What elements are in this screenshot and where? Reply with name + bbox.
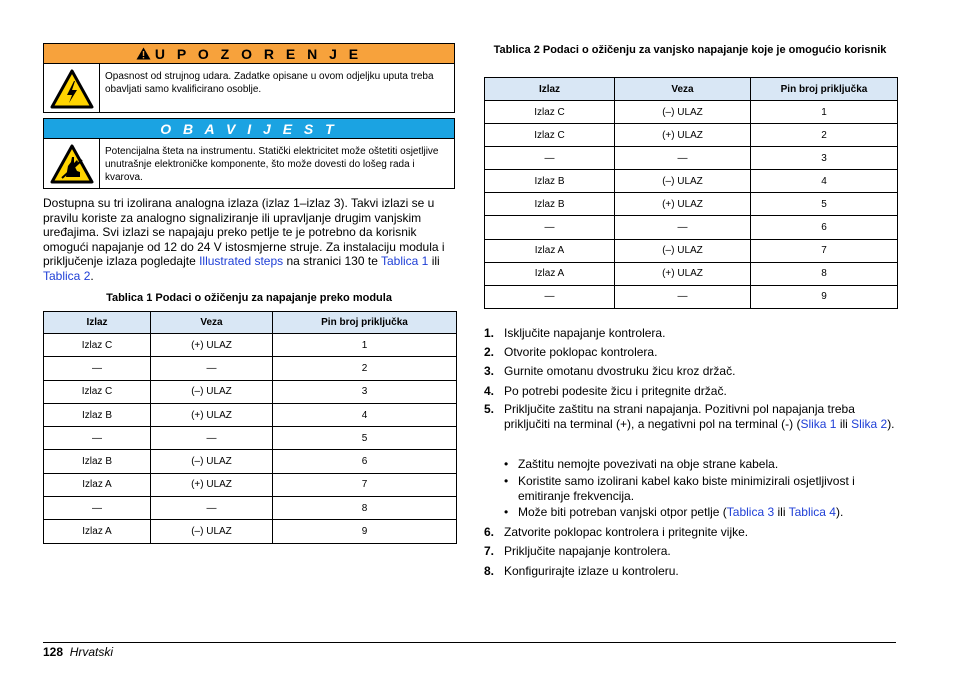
table-cell: (–) ULAZ <box>615 239 751 262</box>
table-cell: — <box>151 497 273 520</box>
step-text: Priključite napajanje kontrolera. <box>504 544 671 558</box>
table-cell: 8 <box>273 497 457 520</box>
table-row <box>44 497 457 520</box>
table-row <box>485 216 898 239</box>
table-cell: — <box>151 427 273 450</box>
bullet-dot: • <box>504 457 509 471</box>
table-cell: 3 <box>273 380 457 403</box>
bullet-text: Koristite samo izolirani kabel kako biste minimizirali osjetljivost i emitiranje frekvencija. <box>518 474 855 503</box>
table-row <box>44 520 457 543</box>
step-number: 2. <box>484 345 495 359</box>
bullet-dot: • <box>504 474 509 488</box>
table-row <box>44 334 457 357</box>
bullet-3-or: ili <box>774 505 789 519</box>
tablica-3-link[interactable]: Tablica 3 <box>726 505 775 519</box>
column-header: Veza <box>151 312 273 334</box>
table-cell: Izlaz A <box>485 262 615 285</box>
table-cell: 5 <box>751 193 898 216</box>
page-footer <box>43 645 113 659</box>
table-cell: Izlaz C <box>485 124 615 147</box>
step-2 <box>484 345 896 360</box>
table-cell: — <box>615 216 751 239</box>
table-cell: 6 <box>273 450 457 473</box>
table-cell: 8 <box>751 262 898 285</box>
footer-divider <box>43 642 896 643</box>
step-text <box>504 402 896 431</box>
tablica-1-link[interactable]: Tablica 1 <box>380 254 429 268</box>
table-cell: 3 <box>751 147 898 170</box>
footer-language: Hrvatski <box>69 645 114 659</box>
table-row <box>485 124 898 147</box>
page-number: 128 <box>43 645 64 659</box>
step-number: 3. <box>484 364 495 378</box>
intro-text: Dostupna su tri izolirana analogna izlaza (izlaz 1–izlaz 3). Takvi izlazi se u pravilu koriste za analogno signaliziranje ili upravljanje drugim vanjskim uređajima. Svi izlazi se napajaju preko petlje te je potrebno da korisnik omogući napajanje od 12 do 24 V istosmjerne struje. Za instalaciju modula i priključenje izlaza pogledajte <box>43 196 445 268</box>
step-5-end: ). <box>887 416 895 431</box>
table2 <box>484 77 898 309</box>
table-cell: (–) ULAZ <box>151 520 273 543</box>
table-cell: (+) ULAZ <box>615 262 751 285</box>
table-cell: 9 <box>273 520 457 543</box>
table-cell: Izlaz B <box>44 403 151 426</box>
table-row <box>44 427 457 450</box>
table-cell: — <box>485 147 615 170</box>
intro-text-mid: na stranici 130 te <box>283 254 381 268</box>
table-cell: Izlaz A <box>44 520 151 543</box>
table-cell: (+) ULAZ <box>151 403 273 426</box>
table-row <box>485 262 898 285</box>
table-cell: Izlaz C <box>44 334 151 357</box>
step-5-text: Priključite zaštitu na strani napajanja. Pozitivni pol napajanja treba priključiti na terminal (+), a negativni pol na terminal (-) ( <box>504 402 855 431</box>
intro-text-or: ili <box>428 254 440 268</box>
table-cell: Izlaz C <box>44 380 151 403</box>
step-number: 8. <box>484 564 495 578</box>
table-cell: — <box>485 285 615 308</box>
table-row <box>485 147 898 170</box>
step-number: 6. <box>484 525 495 539</box>
table-cell: Izlaz A <box>485 239 615 262</box>
table-cell: Izlaz A <box>44 473 151 496</box>
bullet-1 <box>504 457 896 472</box>
bullet-text: Zaštitu nemojte povezivati na obje strane kabela. <box>518 457 779 471</box>
table-cell: — <box>44 427 151 450</box>
step-1 <box>484 326 896 341</box>
warning-box <box>43 43 455 113</box>
bullet-text <box>518 505 896 520</box>
table-row <box>44 380 457 403</box>
slika-2-link[interactable]: Slika 2 <box>851 416 888 431</box>
warning-triangle-icon <box>136 47 151 60</box>
bullet-3-text: Može biti potreban vanjski otpor petlje ( <box>518 505 727 519</box>
bullet-3 <box>504 505 896 520</box>
table-cell: 1 <box>751 101 898 124</box>
notice-header <box>44 119 454 139</box>
esd-warning-icon <box>44 139 100 189</box>
table-cell: — <box>44 357 151 380</box>
step-number: 7. <box>484 544 495 558</box>
table1 <box>43 311 457 544</box>
step-text: Isključite napajanje kontrolera. <box>504 326 666 340</box>
table-row <box>44 357 457 380</box>
table-cell: (+) ULAZ <box>615 193 751 216</box>
bullet-2 <box>504 474 896 503</box>
notice-text: Potencijalna šteta na instrumentu. Statički elektricitet može oštetiti osjetljive unutrašnje elektroničke komponente, što može dovesti do lošeg rada i kvarova. <box>105 146 439 183</box>
table-row <box>485 193 898 216</box>
tablica-4-link[interactable]: Tablica 4 <box>788 505 836 519</box>
warning-title: U P O Z O R E N J E <box>154 45 363 62</box>
step-6 <box>484 525 896 540</box>
table-row <box>485 170 898 193</box>
table2-caption: Tablica 2 Podaci o ožičenju za vanjsko napajanje koje je omogućio korisnik <box>493 44 887 56</box>
table-row <box>44 403 457 426</box>
intro-paragraph <box>43 196 458 283</box>
table-cell: (+) ULAZ <box>151 473 273 496</box>
warning-text: Opasnost od strujnog udara. Zadatke opisane u ovom odjeljku uputa treba obavljati samo kvalificirano osoblje. <box>105 71 434 95</box>
table-cell: 4 <box>751 170 898 193</box>
table-cell: Izlaz B <box>485 193 615 216</box>
step-5 <box>484 402 896 431</box>
table-cell: 1 <box>273 334 457 357</box>
intro-text-end: . <box>90 268 94 283</box>
table-cell: Izlaz B <box>485 170 615 193</box>
column-header: Pin broj priključka <box>273 312 457 334</box>
step-7 <box>484 544 896 559</box>
step-text: Gurnite omotanu dvostruku žicu kroz držač. <box>504 364 736 378</box>
bullet-dot: • <box>504 505 509 519</box>
table-row <box>44 450 457 473</box>
step-number: 4. <box>484 384 495 398</box>
table-cell: — <box>485 216 615 239</box>
notice-title: O B A V I J E S T <box>160 120 338 137</box>
step-3 <box>484 364 896 379</box>
table-cell: Izlaz B <box>44 450 151 473</box>
table-row <box>44 473 457 496</box>
electric-shock-icon <box>44 64 100 113</box>
table-cell: (–) ULAZ <box>615 101 751 124</box>
table-cell: 2 <box>751 124 898 147</box>
table-cell: — <box>44 497 151 520</box>
illustrated-steps-link[interactable]: Illustrated steps <box>199 254 284 268</box>
table-cell: Izlaz C <box>485 101 615 124</box>
column-header: Izlaz <box>485 78 615 101</box>
table-cell: 6 <box>751 216 898 239</box>
table1-caption: Tablica 1 Podaci o ožičenju za napajanje preko modula <box>106 292 392 304</box>
table-cell: 7 <box>751 239 898 262</box>
step-4 <box>484 384 896 399</box>
table-cell: — <box>615 147 751 170</box>
warning-header <box>44 44 454 64</box>
notice-box <box>43 118 455 189</box>
step-number: 1. <box>484 326 495 340</box>
table-cell: (–) ULAZ <box>615 170 751 193</box>
table-cell: (+) ULAZ <box>615 124 751 147</box>
bullet-3-end: ). <box>835 505 844 519</box>
table-cell: 5 <box>273 427 457 450</box>
table-row <box>485 101 898 124</box>
table-cell: — <box>615 285 751 308</box>
slika-1-link[interactable]: Slika 1 <box>800 416 837 431</box>
column-header: Pin broj priključka <box>751 78 898 101</box>
step-text: Konfigurirajte izlaze u kontroleru. <box>504 564 679 578</box>
tablica-2-link[interactable]: Tablica 2 <box>43 268 91 283</box>
column-header: Veza <box>615 78 751 101</box>
table-cell: 2 <box>273 357 457 380</box>
column-header: Izlaz <box>44 312 151 334</box>
table-row <box>485 285 898 308</box>
step-5-or: ili <box>836 416 852 431</box>
table-cell: 7 <box>273 473 457 496</box>
step-text: Po potrebi podesite žicu i pritegnite držač. <box>504 384 727 398</box>
step-text: Zatvorite poklopac kontrolera i pritegnite vijke. <box>504 525 749 539</box>
table-cell: — <box>151 357 273 380</box>
table-cell: 9 <box>751 285 898 308</box>
table-cell: (–) ULAZ <box>151 380 273 403</box>
step-number: 5. <box>484 402 495 416</box>
table-cell: (–) ULAZ <box>151 450 273 473</box>
step-8 <box>484 564 896 579</box>
table-cell: 4 <box>273 403 457 426</box>
table-cell: (+) ULAZ <box>151 334 273 357</box>
table-row <box>485 239 898 262</box>
step-text: Otvorite poklopac kontrolera. <box>504 345 658 359</box>
